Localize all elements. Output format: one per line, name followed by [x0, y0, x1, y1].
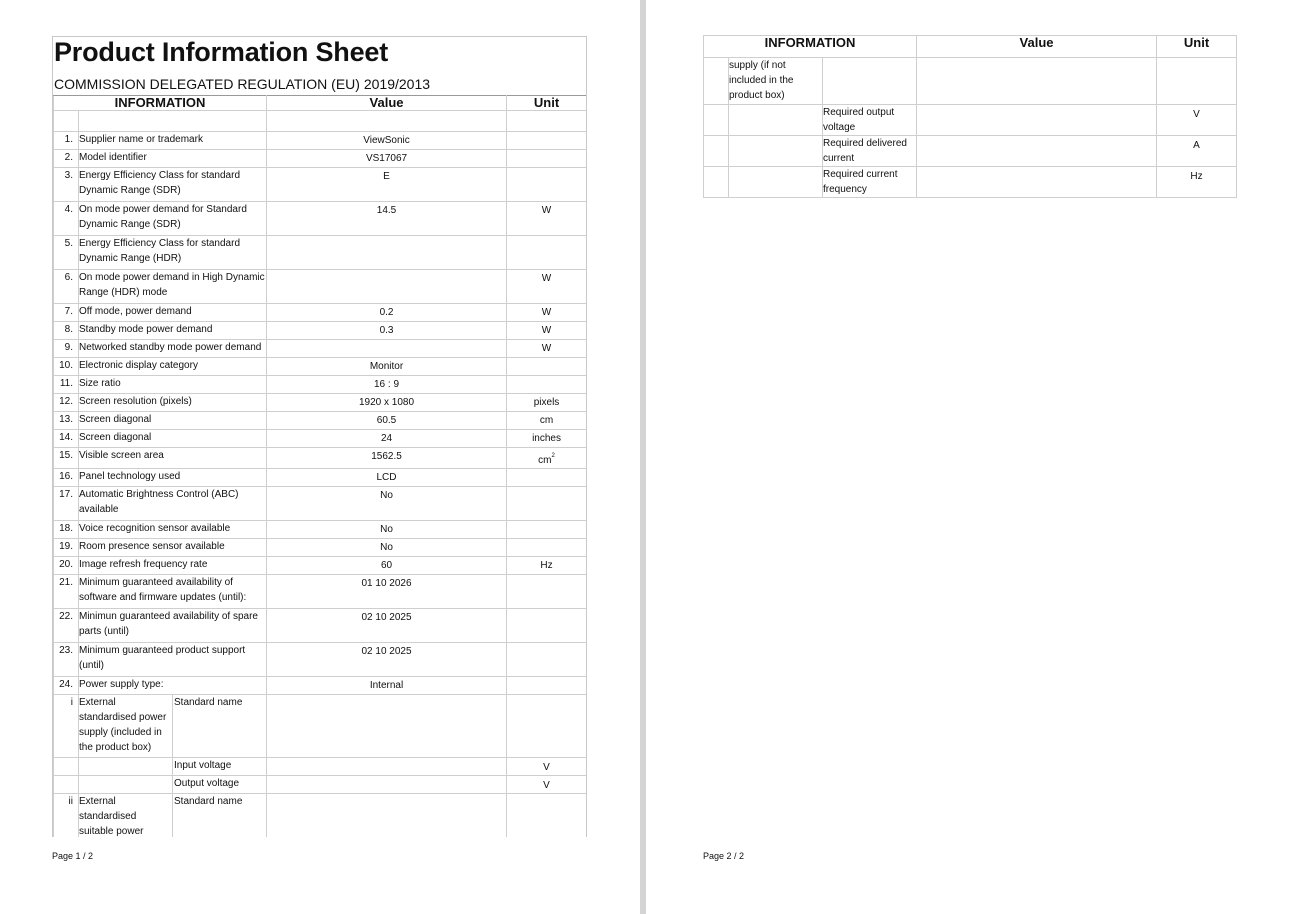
row-unit: $cm^2$ — [507, 448, 587, 469]
psu-i-output-row — [54, 776, 587, 794]
table-row — [54, 521, 587, 539]
row-label: Image refresh frequency rate — [79, 557, 267, 575]
row-label: Off mode, power demand — [79, 304, 267, 322]
row-value: E — [267, 168, 507, 202]
row-value: ViewSonic — [267, 132, 507, 150]
row-value — [267, 695, 507, 758]
row-label: Electronic display category — [79, 358, 267, 376]
page-number: Page 1 / 2 — [52, 851, 94, 861]
table-row — [54, 448, 587, 469]
row-label: Size ratio — [79, 376, 267, 394]
table-row — [54, 609, 587, 643]
row-label: Energy Efficiency Class for standard Dynamic Range (HDR) — [79, 236, 267, 270]
row-number: 11. — [54, 376, 79, 394]
row-number: 20. — [54, 557, 79, 575]
table-row — [54, 202, 587, 236]
row-value: 0.2 — [267, 304, 507, 322]
row-value: 1562.5 — [267, 448, 507, 469]
page-1-frame — [52, 36, 587, 837]
row-unit — [507, 677, 587, 695]
page-title: Product Information Sheet — [54, 37, 389, 67]
row-label: Supplier name or trademark — [79, 132, 267, 150]
table-row — [704, 105, 1237, 136]
continued-label-row — [704, 58, 1237, 105]
row-label: Networked standby mode power demand — [79, 340, 267, 358]
row-unit — [507, 469, 587, 487]
table-row — [54, 394, 587, 412]
unit-superscript: 2 — [551, 453, 555, 459]
row-number: 18. — [54, 521, 79, 539]
row-label: Screen diagonal — [79, 412, 267, 430]
table-row — [54, 322, 587, 340]
row-value: Monitor — [267, 358, 507, 376]
table-row — [54, 304, 587, 322]
row-label: Standby mode power demand — [79, 322, 267, 340]
row-sublabel: Output voltage — [173, 776, 267, 794]
row-label: Minimun guaranteed availability of spare parts (until) — [79, 609, 267, 643]
row-label: Automatic Brightness Control (ABC) available — [79, 487, 267, 521]
header-value: Value — [917, 36, 1157, 58]
table-row — [54, 677, 587, 695]
row-label: Power supply type: — [79, 677, 267, 695]
row-unit — [507, 236, 587, 270]
row-sublabel: Required output voltage — [823, 105, 917, 136]
table-row — [54, 236, 587, 270]
row-unit: V — [1157, 105, 1237, 136]
row-sublabel: Input voltage — [173, 758, 267, 776]
row-label: Model identifier — [79, 150, 267, 168]
row-unit — [507, 539, 587, 557]
row-value: 01 10 2026 — [267, 575, 507, 609]
row-number: 2. — [54, 150, 79, 168]
regulation-subtitle: COMMISSION DELEGATED REGULATION (EU) 2019/2013 — [54, 76, 431, 92]
row-label: supply (if not included in the product box) — [729, 58, 823, 105]
psu-i-input-row — [54, 758, 587, 776]
row-value: 24 — [267, 430, 507, 448]
row-label: Screen resolution (pixels) — [79, 394, 267, 412]
row-label: Minimum guaranteed availability of software and firmware updates (until): — [79, 575, 267, 609]
row-number: 19. — [54, 539, 79, 557]
page-number: Page 2 / 2 — [703, 851, 745, 861]
row-number: 15. — [54, 448, 79, 469]
row-unit: inches — [507, 430, 587, 448]
row-number: 13. — [54, 412, 79, 430]
row-label: Panel technology used — [79, 469, 267, 487]
row-sublabel: Required current frequency — [823, 167, 917, 198]
row-number: 21. — [54, 575, 79, 609]
row-value: 60 — [267, 557, 507, 575]
row-unit — [507, 695, 587, 758]
table-row — [54, 487, 587, 521]
row-number: 14. — [54, 430, 79, 448]
row-value: 02 10 2025 — [267, 643, 507, 677]
row-number: 22. — [54, 609, 79, 643]
row-number: 8. — [54, 322, 79, 340]
psu-ii-row — [54, 794, 587, 838]
row-value: Internal — [267, 677, 507, 695]
row-sublabel: Standard name — [173, 695, 267, 758]
row-unit: Hz — [507, 557, 587, 575]
row-label: Minimum guaranteed product support (until) — [79, 643, 267, 677]
header-unit: Unit — [507, 96, 587, 111]
row-value — [267, 236, 507, 270]
row-value: No — [267, 521, 507, 539]
row-number: 9. — [54, 340, 79, 358]
row-number: 3. — [54, 168, 79, 202]
row-number: 12. — [54, 394, 79, 412]
row-unit — [507, 643, 587, 677]
row-unit: Hz — [1157, 167, 1237, 198]
row-number: 7. — [54, 304, 79, 322]
row-label: Screen diagonal — [79, 430, 267, 448]
row-label: Voice recognition sensor available — [79, 521, 267, 539]
table-row — [54, 643, 587, 677]
row-number: 1. — [54, 132, 79, 150]
table-row — [54, 412, 587, 430]
table-row — [54, 270, 587, 304]
table-row — [54, 557, 587, 575]
table-row — [54, 168, 587, 202]
page-2 — [646, 0, 1289, 914]
row-unit — [507, 376, 587, 394]
table-row — [704, 136, 1237, 167]
row-label: On mode power demand for Standard Dynamic Range (SDR) — [79, 202, 267, 236]
row-unit: A — [1157, 136, 1237, 167]
row-unit: W — [507, 304, 587, 322]
row-unit: W — [507, 270, 587, 304]
row-number: i — [54, 695, 79, 758]
row-unit — [507, 575, 587, 609]
row-label: Room presence sensor available — [79, 539, 267, 557]
header-information: INFORMATION — [54, 96, 267, 111]
row-value: 14.5 — [267, 202, 507, 236]
row-label: Visible screen area — [79, 448, 267, 469]
row-unit: W — [507, 202, 587, 236]
row-value — [267, 340, 507, 358]
row-number: 10. — [54, 358, 79, 376]
row-unit — [507, 358, 587, 376]
row-value: VS17067 — [267, 150, 507, 168]
row-value: No — [267, 539, 507, 557]
header-value: Value — [267, 96, 507, 111]
row-label: External standardised power supply (included in the product box) — [79, 695, 173, 758]
row-value: 60.5 — [267, 412, 507, 430]
header-information: INFORMATION — [704, 36, 917, 58]
row-number: 16. — [54, 469, 79, 487]
table-row — [54, 539, 587, 557]
row-unit: W — [507, 340, 587, 358]
row-sublabel: Standard name — [173, 794, 267, 838]
row-label: On mode power demand in High Dynamic Range (HDR) mode — [79, 270, 267, 304]
row-number: ii — [54, 794, 79, 838]
row-unit — [507, 521, 587, 539]
row-number: 23. — [54, 643, 79, 677]
row-value — [267, 270, 507, 304]
header-unit: Unit — [1157, 36, 1237, 58]
row-unit: V — [507, 776, 587, 794]
row-value: LCD — [267, 469, 507, 487]
row-number: 5. — [54, 236, 79, 270]
spacer-row — [54, 111, 587, 132]
page-1 — [0, 0, 640, 914]
row-number: 24. — [54, 677, 79, 695]
table-row — [54, 575, 587, 609]
table-row — [54, 469, 587, 487]
row-unit — [507, 609, 587, 643]
row-unit — [507, 168, 587, 202]
row-unit: V — [507, 758, 587, 776]
table-row — [54, 430, 587, 448]
row-value: 16 : 9 — [267, 376, 507, 394]
table-row — [54, 340, 587, 358]
row-unit — [507, 487, 587, 521]
table-row — [54, 376, 587, 394]
row-label: External standardised suitable power — [79, 794, 173, 838]
row-number: 17. — [54, 487, 79, 521]
row-number: 4. — [54, 202, 79, 236]
row-label: Energy Efficiency Class for standard Dynamic Range (SDR) — [79, 168, 267, 202]
row-unit — [507, 132, 587, 150]
table-row — [704, 167, 1237, 198]
psu-i-row — [54, 695, 587, 758]
row-number: 6. — [54, 270, 79, 304]
product-info-table — [53, 95, 587, 837]
table-row — [54, 150, 587, 168]
table-row — [54, 358, 587, 376]
row-unit: W — [507, 322, 587, 340]
row-value: 0.3 — [267, 322, 507, 340]
table-row — [54, 132, 587, 150]
product-info-table-continued — [703, 35, 1237, 198]
row-unit: pixels — [507, 394, 587, 412]
row-value: 02 10 2025 — [267, 609, 507, 643]
row-unit: cm — [507, 412, 587, 430]
row-unit — [507, 150, 587, 168]
row-sublabel: Required delivered current — [823, 136, 917, 167]
row-value: No — [267, 487, 507, 521]
row-value: 1920 x 1080 — [267, 394, 507, 412]
